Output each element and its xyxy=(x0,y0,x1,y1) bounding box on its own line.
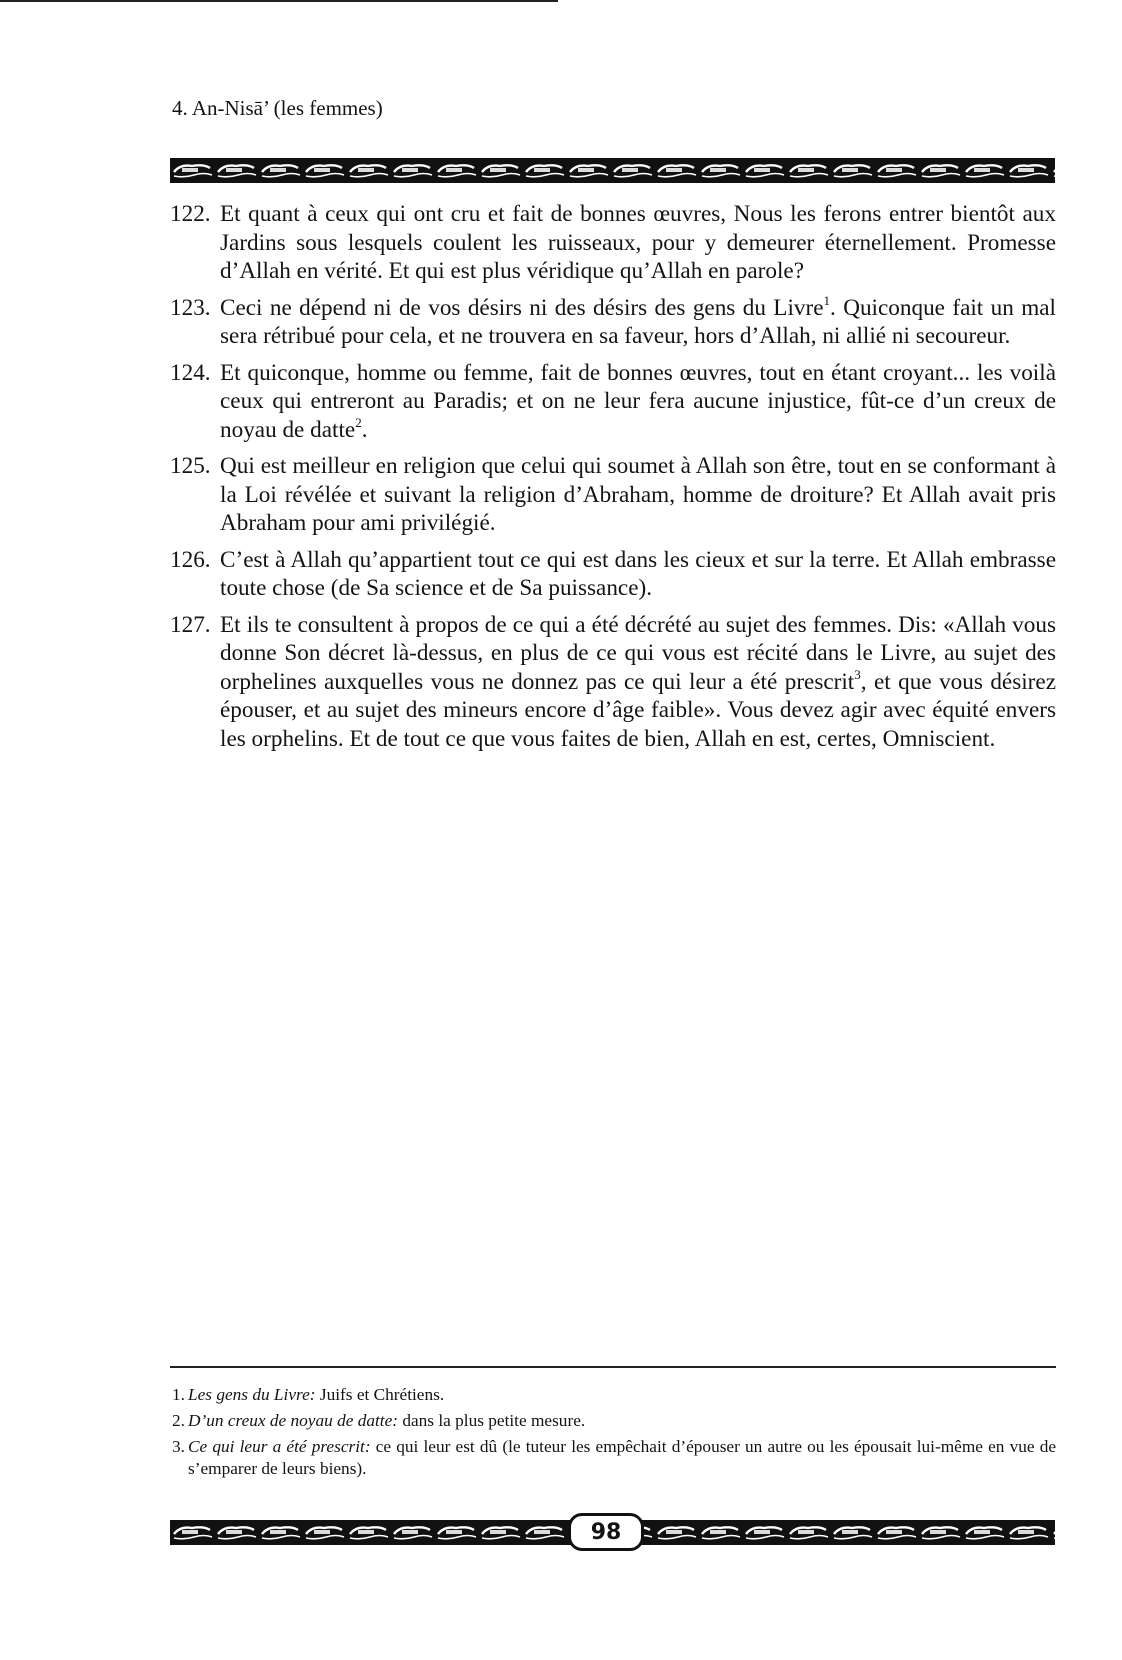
verse-text: Et quant à ceux qui ont cru et fait de bonnes œuvres, Nous les ferons entrer bientôt aux Jardins sous lesquels coulent les ruisseaux, pour y demeurer éternellement. Promesse d’Allah en vérité. Et qui est plus véridique qu’Allah en parole? xyxy=(220,201,1056,284)
verse-text-part: Ceci ne dépend ni de vos désirs ni des désirs des gens du Livre xyxy=(220,294,824,321)
footnote-list xyxy=(172,1384,1056,1484)
footnote-number: 2. xyxy=(172,1411,185,1430)
verse-number: 124. xyxy=(170,359,211,386)
footnote-number: 3. xyxy=(172,1437,185,1456)
verse-123 xyxy=(170,294,1056,351)
footnote-ref-2: 2 xyxy=(355,414,362,430)
verse-list xyxy=(170,200,1056,761)
top-edge-rule xyxy=(0,0,558,2)
footnote-definition: dans la plus petite mesure. xyxy=(398,1411,586,1430)
footnote-text xyxy=(188,1384,1056,1406)
verse-text xyxy=(220,611,1056,754)
footnote-text xyxy=(188,1410,1056,1432)
ornamental-banner-top xyxy=(170,158,1055,183)
verse-text-part: . xyxy=(361,416,368,443)
chapter-header: 4. An-Nisā’ (les femmes) xyxy=(172,96,383,120)
footnote-definition: Juifs et Chrétiens. xyxy=(315,1385,445,1404)
footnote-text xyxy=(188,1436,1056,1480)
verse-text: C’est à Allah qu’appartient tout ce qui est dans les cieux et sur la terre. Et Allah embrasse toute chose (de Sa science et de Sa puissance). xyxy=(220,546,1056,601)
verse-number: 125. xyxy=(170,453,211,479)
footnote-term: D’un creux de noyau de datte: xyxy=(188,1411,399,1430)
footnote-term: Ce qui leur a été prescrit: xyxy=(188,1437,371,1456)
footnote-ref-3: 3 xyxy=(854,666,861,682)
verse-125 xyxy=(170,452,1056,538)
footnote-ref-1: 1 xyxy=(823,292,831,308)
verse-text-part: . Quiconque fait un mal sera rétribué pour cela, et ne trouvera en sa faveur, hors d’Allah, ni allié ni secoureur. xyxy=(220,294,1056,349)
verse-126 xyxy=(170,546,1056,603)
verse-text: Qui est meilleur en religion que celui qui soumet à Allah son être, tout en se conformant à la Loi révélée et suivant la religion d’Abraham, homme de droiture? Et Allah avait pris Abraham pour ami privilégié. xyxy=(220,453,1056,536)
verse-number: 123. xyxy=(170,294,211,321)
verse-text-part: , et que vous désirez épouser, et au sujet des mineurs encore d’âge faible». Vous devez agir avec équité envers les orphelins. Et de tout ce que vous faites de bien, Allah en est, certes, Omniscient. xyxy=(220,668,1056,752)
footnote-number: 1. xyxy=(172,1385,185,1404)
verse-text-part: Et quiconque, homme ou femme, fait de bonnes œuvres, tout en étant croyant... les voilà ceux qui entreront au Paradis; et on ne leur fera aucune injustice, fût-ce d’un creux de noyau de datte xyxy=(220,359,1056,443)
verse-127 xyxy=(170,611,1056,754)
footnote-definition: ce qui leur est dû (le tuteur les empêchait d’épouser un autre ou les épousait lui-même en vue de s’emparer de leurs biens). xyxy=(188,1437,1057,1478)
footnote-divider xyxy=(170,1366,1056,1368)
verse-number: 122. xyxy=(170,201,211,227)
footnote-term: Les gens du Livre: xyxy=(188,1385,316,1404)
verse-number: 127. xyxy=(170,611,211,638)
footnote-3 xyxy=(172,1436,1056,1480)
verse-text xyxy=(220,359,1056,445)
verse-124 xyxy=(170,359,1056,445)
footnote-2 xyxy=(172,1410,1056,1432)
page-number: 98 xyxy=(568,1513,644,1551)
verse-122 xyxy=(170,200,1056,286)
verse-number: 126. xyxy=(170,546,211,573)
verse-text-part: Et ils te consultent à propos de ce qui a été décrété au sujet des femmes. Dis: «Allah vous donne Son décret là-dessus, en plus de ce qui vous est récité dans le Livre, au sujet des orphelines auxquelles vous ne donnez pas ce qui leur a été prescrit xyxy=(220,611,1056,695)
footnote-1 xyxy=(172,1384,1056,1406)
verse-text xyxy=(220,294,1056,351)
chain-ornament-icon xyxy=(170,158,1055,183)
